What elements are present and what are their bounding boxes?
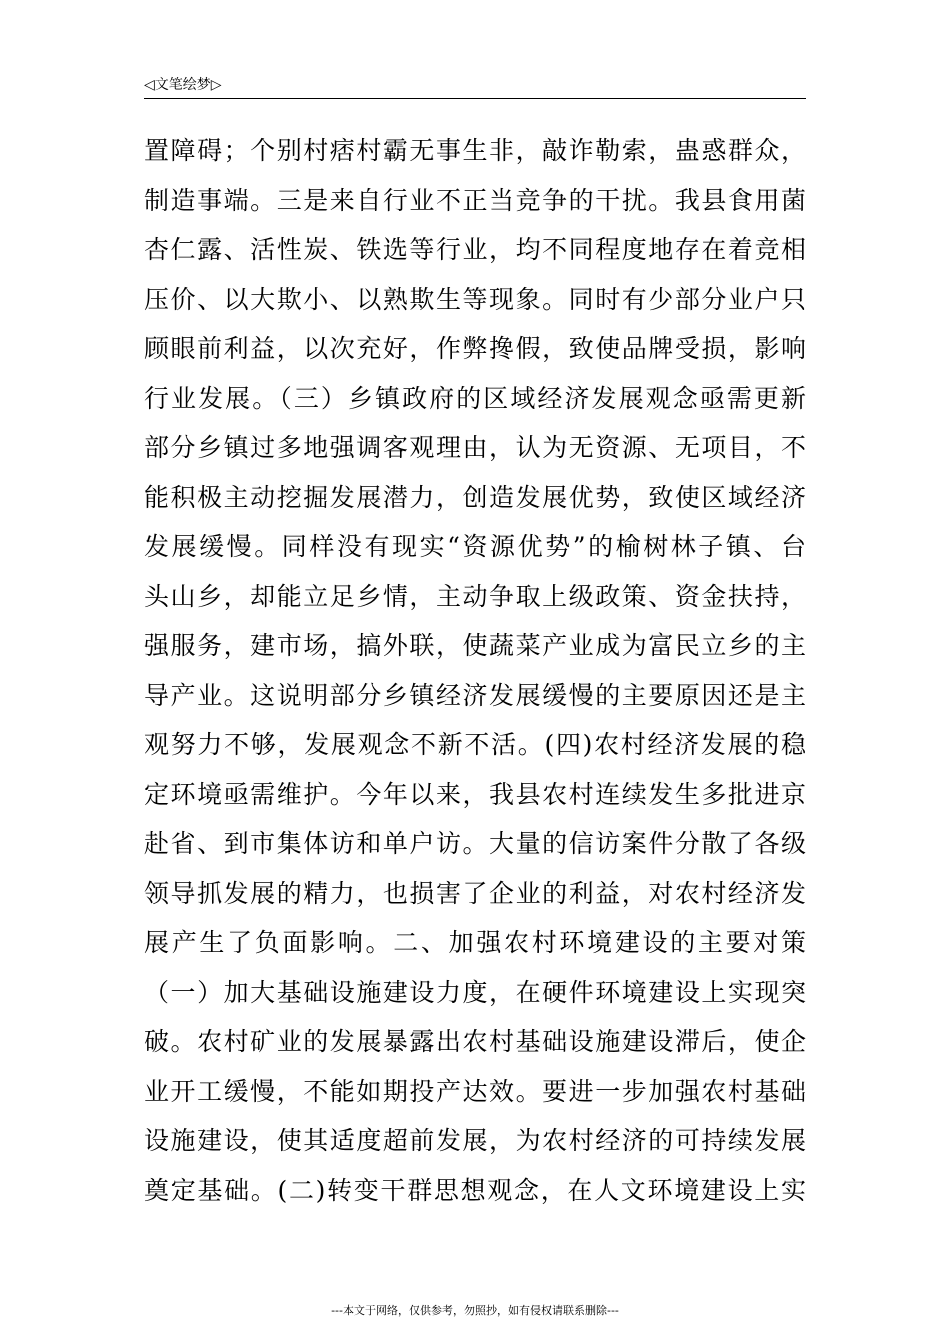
- footer-disclaimer: ---本文于网络，仅供参考，勿照抄，如有侵权请联系删除---: [331, 1304, 619, 1317]
- page-header: [144, 76, 806, 99]
- header-title: ◁文笔绘梦▷: [144, 77, 222, 93]
- text-line: 制造事端。三是来自行业不正当竞争的干扰。我县食用菌: [144, 185, 806, 215]
- text-line: 业开工缓慢，不能如期投产达效。要进一步加强农村基础: [144, 1076, 806, 1106]
- text-line: 奠定基础。(二)转变干群思想观念，在人文环境建设上实: [144, 1175, 806, 1205]
- text-line: 发展缓慢。同样没有现实“资源优势”的榆树林子镇、台: [144, 532, 806, 561]
- document-body: [144, 126, 806, 1215]
- text-line: 领导抓发展的精力，也损害了企业的利益，对农村经济发: [144, 878, 806, 908]
- text-line: 展产生了负面影响。二、加强农村环境建设的主要对策: [144, 928, 806, 957]
- text-line: 头山乡，却能立足乡情，主动争取上级政策、资金扶持，: [144, 581, 806, 611]
- text-line: 部分乡镇过多地强调客观理由，认为无资源、无项目，不: [144, 433, 806, 462]
- text-line: 杏仁露、活性炭、铁选等行业，均不同程度地存在着竞相: [144, 235, 806, 264]
- text-line: 观努力不够，发展观念不新不活。(四)农村经济发展的稳: [144, 730, 806, 759]
- text-line: 破。农村矿业的发展暴露出农村基础设施建设滞后，使企: [144, 1027, 806, 1056]
- text-line: （一）加大基础设施建设力度，在硬件环境建设上实现突: [144, 977, 806, 1007]
- text-line: 强服务，建市场，搞外联，使蔬菜产业成为富民立乡的主: [144, 631, 806, 660]
- text-line: 能积极主动挖掘发展潜力，创造发展优势，致使区域经济: [144, 482, 806, 512]
- text-line: 赴省、到市集体访和单户访。大量的信访案件分散了各级: [144, 829, 806, 858]
- text-line: 压价、以大欺小、以熟欺生等现象。同时有少部分业户只: [144, 284, 806, 314]
- text-line: 行业发展。（三）乡镇政府的区域经济发展观念亟需更新: [144, 383, 806, 413]
- text-line: 置障碍；个别村痞村霸无事生非，敲诈勒索，蛊惑群众，: [144, 136, 806, 165]
- text-line: 导产业。这说明部分乡镇经济发展缓慢的主要原因还是主: [144, 680, 806, 710]
- text-line: 顾眼前利益，以次充好，作弊搀假，致使品牌受损，影响: [144, 334, 806, 363]
- text-line: 定环境亟需维护。今年以来，我县农村连续发生多批进京: [144, 779, 806, 809]
- text-line: 设施建设，使其适度超前发展，为农村经济的可持续发展: [144, 1126, 806, 1155]
